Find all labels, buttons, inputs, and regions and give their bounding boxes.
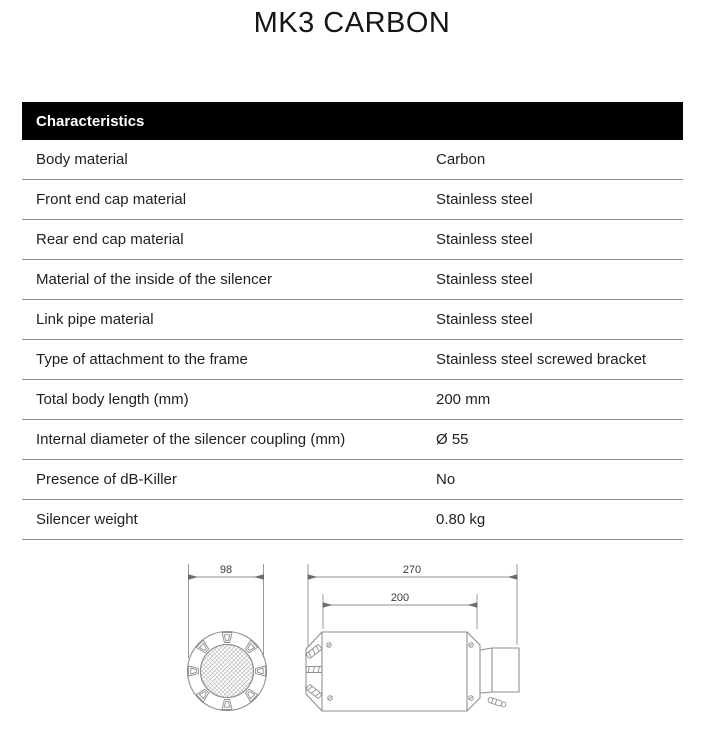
row-label: Total body length (mm) (36, 391, 189, 408)
row-value: Stainless steel (436, 271, 533, 288)
characteristics-table (22, 102, 683, 540)
row-label: Rear end cap material (36, 231, 184, 248)
row-label: Body material (36, 151, 128, 168)
row-value: Carbon (436, 151, 486, 168)
table-row (22, 140, 683, 180)
row-value: Stainless steel (436, 231, 533, 248)
table-row (22, 460, 683, 500)
row-label: Type of attachment to the frame (36, 351, 248, 368)
silencer-front-view (188, 564, 267, 711)
row-label: Silencer weight (36, 511, 138, 528)
row-value: Ø 55 (436, 431, 469, 448)
outlet-pipe (480, 648, 519, 693)
silencer-side-view (306, 564, 519, 711)
table-row (22, 300, 683, 340)
row-value: Stainless steel screwed bracket (436, 351, 647, 368)
row-label: Link pipe material (36, 311, 154, 328)
table-header: Characteristics (22, 102, 683, 140)
row-label: Internal diameter of the silencer coupling (mm) (36, 431, 346, 448)
table-row (22, 420, 683, 460)
table-row (22, 260, 683, 300)
dimension-total-length-label: 270 (402, 564, 422, 576)
row-label: Presence of dB-Killer (36, 471, 177, 488)
row-value: No (436, 471, 456, 488)
table-row (22, 180, 683, 220)
rivets (327, 643, 474, 701)
row-value: 0.80 kg (436, 511, 486, 528)
table-row (22, 340, 683, 380)
table-row (22, 220, 683, 260)
row-value: 200 mm (436, 391, 491, 408)
row-value: Stainless steel (436, 191, 533, 208)
dimension-diameter-label: 98 (219, 564, 233, 576)
row-label: Material of the inside of the silencer (36, 271, 272, 288)
drain-nub (488, 697, 507, 708)
front-cap-slots (306, 644, 322, 699)
technical-drawing (0, 550, 704, 739)
table-row (22, 500, 683, 540)
table-row (22, 380, 683, 420)
row-label: Front end cap material (36, 191, 187, 208)
row-value: Stainless steel (436, 311, 533, 328)
dimension-body-length-label: 200 (390, 592, 410, 604)
page-title: MK3 CARBON (253, 7, 451, 39)
